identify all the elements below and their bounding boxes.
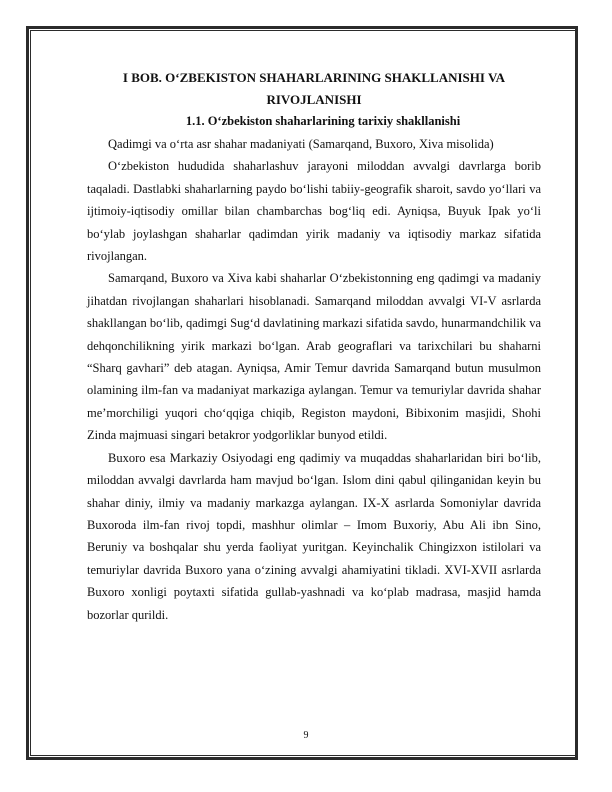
page-number: 9 — [303, 730, 309, 741]
section-title: 1.1. O‘zbekiston shaharlarining tarixiy shakllanishi — [185, 114, 461, 128]
paragraph: Samarqand, Buxoro va Xiva kabi shaharlar O‘zbekistonning eng qadimgi va madaniy jihatdan rivojlangan shaharlari hisoblanadi. Samarqand miloddan avvalgi VI-V asrlarda shakllangan bo‘lib, qadimgi Sug‘d davlatining markazi sifatida savdo, hunarmandchilik va dehqonchilikning yirik markazi bo‘lgan. Arab geograflari va tarixchilari bu shaharni “Sharq gavhari” deb atagan. Ayniqsa, Amir Temur davrida Samarqand butun musulmon olamining ilm-fan va madaniyat markaziga aylangan. Temur va temuriylar davrida shahar me’morchiligi yuqori cho‘qqiga chiqib, Registon maydoni, Bibixonim masjidi, Shohi Zinda majmuasi singari betakror yodgorliklar bunyod etildi. — [87, 271, 541, 443]
paragraph: O‘zbekiston hududida shaharlashuv jarayoni miloddan avvalgi davrlarga borib taqaladi. Dastlabki shaharlarning paydo bo‘lishi tabiiy-geografik sharoit, savdo yo‘llari va ijtimoiy-iqtisodiy omillar bilan chambarchas bog‘liq edi. Ayniqsa, Buyuk Ipak yo‘li bo‘ylab joylashgan shaharlar qadimdan yirik madaniy va iqtisodiy markaz sifatida rivojlangan. — [87, 159, 541, 264]
chapter-title: I BOB. O‘ZBEKISTON SHAHARLARINING SHAKLLANISHI VA RIVOJLANISHI — [122, 70, 506, 107]
page-content — [87, 67, 541, 626]
paragraph: Buxoro esa Markaziy Osiyodagi eng qadimiy va muqaddas shaharlaridan biri bo‘lib, miloddan avvalgi davrlarda ham mavjud bo‘lgan. Islom dini qabul qilinganidan keyin bu shahar diniy, ilmiy va madaniy markazga aylangan. IX-X asrlarda Somoniylar davrida Buxoroda ilm-fan rivoj topdi, mashhur olimlar – Imom Buxoriy, Abu Ali ibn Sino, Beruniy va boshqalar shu yerda faoliyat yuritgan. Keyinchalik Chingizxon istilolari va temuriylar davrida Buxoro yana o‘zining avvalgi ahamiyatini tikladi. XVI-XVII asrlarda Buxoro xonligi poytaxti sifatida gullab-yashnadi va ko‘plab madrasa, masjid hamda bozorlar qurildi. — [87, 450, 541, 622]
paragraph-subheading: Qadimgi va o‘rta asr shahar madaniyati (Samarqand, Buxoro, Xiva misolida) — [108, 137, 494, 151]
